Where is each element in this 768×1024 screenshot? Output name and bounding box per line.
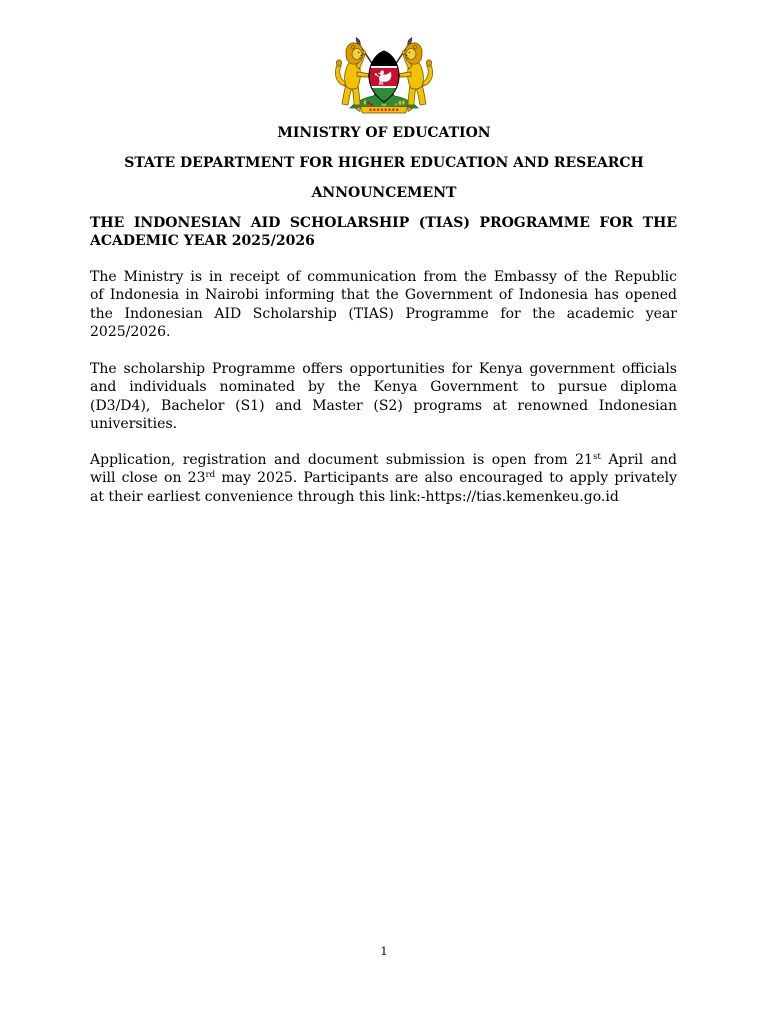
paragraph-opportunities	[90, 360, 677, 433]
ministry-heading: MINISTRY OF EDUCATION	[277, 125, 491, 141]
line-text: will close on 23	[90, 470, 206, 487]
coat-of-arms	[332, 36, 436, 114]
right-lion	[396, 43, 432, 105]
paragraph-line: and individuals nominated by the Kenya Government to pursue diploma	[90, 379, 677, 396]
line-text: at their earliest convenience through this link:-	[90, 488, 426, 505]
ordinal-suffix: st	[592, 452, 601, 463]
paragraph-line: The scholarship Programme offers opportunities for Kenya government officials	[90, 361, 677, 377]
paragraph-line	[90, 488, 677, 506]
left-lion	[335, 43, 371, 105]
paragraph-receipt	[90, 268, 677, 341]
line-text: Application, registration and document submission is open from 21	[90, 452, 593, 468]
paragraph-line: (D3/D4), Bachelor (S1) and Master (S2) programs at renowned Indonesian	[90, 397, 677, 414]
paragraph-line: the Indonesian AID Scholarship (TIAS) Programme for the academic year	[90, 305, 677, 322]
shield	[368, 50, 400, 103]
title-line: THE INDONESIAN AID SCHOLARSHIP (TIAS) PROGRAMME FOR THE	[90, 215, 677, 231]
line-text: April and	[600, 452, 677, 468]
paragraph-line: universities.	[90, 415, 178, 432]
department-heading: STATE DEPARTMENT FOR HIGHER EDUCATION AND RESEARCH	[124, 155, 644, 171]
motto-ribbon	[356, 107, 412, 114]
tias-link[interactable]: https://tias.kemenkeu.go.id	[425, 488, 619, 505]
paragraph-line: The Ministry is in receipt of communication from the Embassy of the Republic	[90, 269, 677, 285]
announcement-title	[90, 214, 677, 250]
line-text: may 2025. Participants are also encouraged to apply privately	[215, 470, 677, 487]
ordinal-suffix: rd	[205, 470, 216, 481]
paragraph-application	[90, 451, 677, 506]
paragraph-line	[90, 451, 677, 469]
paragraph-line: 2025/2026.	[90, 323, 171, 340]
paragraph-line	[90, 469, 677, 487]
coat-of-arms-icon	[332, 36, 436, 114]
announcement-heading: ANNOUNCEMENT	[311, 185, 457, 201]
title-line: ACADEMIC YEAR 2025/2026	[90, 233, 315, 249]
paragraph-line: of Indonesia in Nairobi informing that the Government of Indonesia has opened	[90, 287, 677, 304]
page-number: 1	[380, 945, 388, 958]
